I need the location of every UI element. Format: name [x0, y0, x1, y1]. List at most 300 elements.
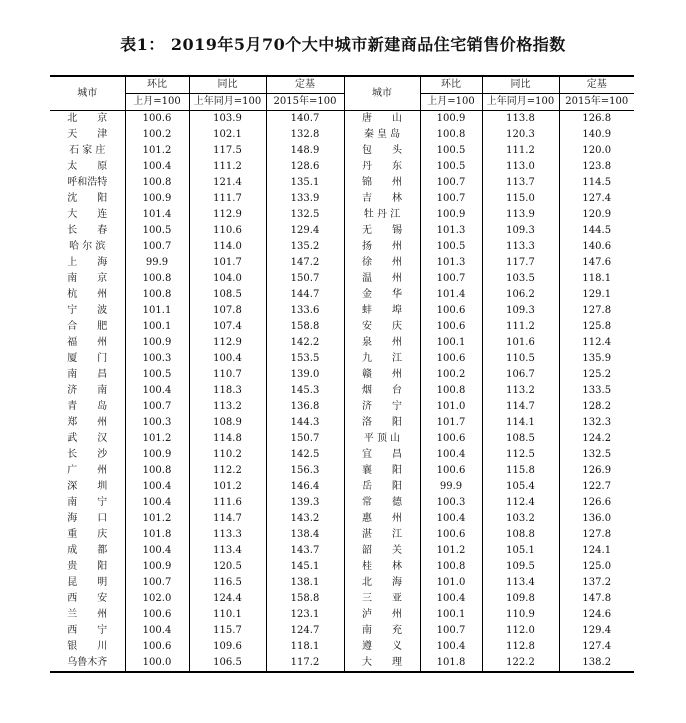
mom-value-left: 100.8	[125, 271, 189, 287]
mom-value-left: 100.3	[125, 415, 189, 431]
mom-value-right: 101.4	[420, 287, 482, 303]
mom-value-right: 100.6	[420, 527, 482, 543]
table-row	[50, 623, 634, 639]
mom-value-left: 100.9	[125, 559, 189, 575]
yoy-value-left: 113.2	[189, 399, 266, 415]
mom-value-left: 100.3	[125, 351, 189, 367]
base-value-left: 138.1	[266, 575, 344, 591]
mom-value-left: 101.2	[125, 511, 189, 527]
table-row	[50, 287, 634, 303]
base-value-right: 126.9	[582, 465, 612, 476]
table-row	[50, 383, 634, 399]
base-value-left: 150.7	[266, 271, 344, 287]
city-name-right: 襄 阳	[344, 463, 420, 479]
header-base-left: 定基	[266, 76, 344, 94]
mom-value-right: 100.9	[420, 207, 482, 223]
yoy-value-left: 113.3	[189, 527, 266, 543]
base-value-left: 143.2	[266, 511, 344, 527]
city-name-right: 三 亚	[344, 591, 420, 607]
yoy-value-left: 111.7	[189, 191, 266, 207]
mom-value-left: 101.2	[125, 431, 189, 447]
base-value-left: 135.2	[266, 239, 344, 255]
yoy-value-left: 112.9	[189, 335, 266, 351]
base-value-right: 126.6	[582, 497, 612, 508]
table-row	[50, 447, 634, 463]
city-name-right: 无 锡	[344, 223, 420, 239]
city-name-left: 深 圳	[50, 479, 125, 495]
base-value-right: 140.9	[582, 129, 612, 140]
city-name-right: 遵 义	[344, 639, 420, 655]
city-name-left: 太 原	[50, 159, 125, 175]
mom-value-left: 101.1	[125, 303, 189, 319]
table-row	[50, 559, 634, 575]
yoy-value-left: 115.7	[189, 623, 266, 639]
city-name-right: 济 宁	[344, 399, 420, 415]
city-name-right: 秦 皇 岛	[344, 127, 420, 143]
base-value-right: 138.2	[559, 655, 634, 672]
yoy-value-right: 110.5	[482, 351, 559, 367]
base-value-right: 124.6	[582, 609, 612, 620]
city-name-right: 徐 州	[344, 255, 420, 271]
yoy-value-right: 113.4	[482, 575, 559, 591]
header-row	[50, 76, 634, 94]
yoy-value-right: 112.5	[482, 447, 559, 463]
city-name-left: 重 庆	[50, 527, 125, 543]
city-name-right: 温 州	[344, 271, 420, 287]
yoy-value-left: 113.4	[189, 543, 266, 559]
yoy-value-left: 114.7	[189, 511, 266, 527]
table-row	[50, 591, 634, 607]
mom-value-right: 101.0	[420, 399, 482, 415]
city-name-left: 北 京	[50, 111, 125, 128]
yoy-value-right: 106.7	[482, 367, 559, 383]
city-name-right: 宜 昌	[344, 447, 420, 463]
mom-value-left: 102.0	[125, 591, 189, 607]
yoy-value-right: 111.2	[482, 143, 559, 159]
yoy-value-left: 101.2	[189, 479, 266, 495]
mom-value-left: 100.7	[125, 399, 189, 415]
base-value-right: 112.4	[582, 337, 612, 348]
table-row	[50, 207, 634, 223]
mom-value-right: 100.7	[420, 271, 482, 287]
table-row	[50, 543, 634, 559]
mom-value-right: 100.7	[420, 191, 482, 207]
mom-value-left: 100.5	[125, 223, 189, 239]
yoy-value-left: 116.5	[189, 575, 266, 591]
table-row	[50, 351, 634, 367]
mom-value-right: 100.8	[420, 559, 482, 575]
header-mom-left: 环比	[125, 76, 189, 94]
mom-value-right: 100.1	[420, 607, 482, 623]
base-value-left: 142.5	[266, 447, 344, 463]
table-row	[50, 527, 634, 543]
base-value-left: 145.1	[266, 559, 344, 575]
mom-value-left: 100.4	[125, 495, 189, 511]
yoy-value-right: 109.5	[482, 559, 559, 575]
table-body	[50, 111, 634, 673]
table-row	[50, 175, 634, 191]
table-row	[50, 239, 634, 255]
base-value-right: 124.2	[582, 433, 612, 444]
city-name-right: 南 充	[344, 623, 420, 639]
header-yoy-right: 同比	[482, 76, 559, 94]
mom-value-right: 100.4	[420, 447, 482, 463]
city-name-right: 牡 丹 江	[344, 207, 420, 223]
table-row	[50, 319, 634, 335]
table-row	[50, 335, 634, 351]
mom-value-left: 100.4	[125, 383, 189, 399]
table-row	[50, 367, 634, 383]
header-base-right: 定基	[559, 76, 634, 94]
base-value-left: 124.7	[266, 623, 344, 639]
mom-value-right: 100.9	[420, 111, 482, 128]
yoy-value-right: 101.6	[482, 335, 559, 351]
yoy-value-left: 101.7	[189, 255, 266, 271]
base-value-right: 126.8	[582, 113, 612, 124]
yoy-value-right: 114.7	[482, 399, 559, 415]
city-name-right: 唐 山	[344, 111, 420, 128]
yoy-value-right: 109.3	[482, 223, 559, 239]
table-row	[50, 159, 634, 175]
table-row	[50, 143, 634, 159]
mom-value-right: 101.7	[420, 415, 482, 431]
base-value-right: 123.8	[582, 161, 612, 172]
base-value-left: 118.1	[266, 639, 344, 655]
mom-value-left: 100.8	[125, 463, 189, 479]
city-name-right: 扬 州	[344, 239, 420, 255]
city-name-right: 洛 阳	[344, 415, 420, 431]
header-city-right: 城市	[344, 76, 420, 111]
base-value-right: 127.8	[582, 305, 612, 316]
yoy-value-left: 111.2	[189, 159, 266, 175]
base-value-left: 139.3	[266, 495, 344, 511]
base-value-right: 140.6	[582, 241, 612, 252]
mom-value-right: 100.3	[420, 495, 482, 511]
yoy-value-right: 113.9	[482, 207, 559, 223]
city-name-right: 岳 阳	[344, 479, 420, 495]
yoy-value-left: 107.8	[189, 303, 266, 319]
yoy-value-right: 109.8	[482, 591, 559, 607]
mom-value-left: 100.4	[125, 623, 189, 639]
yoy-value-right: 113.2	[482, 383, 559, 399]
yoy-value-left: 112.2	[189, 463, 266, 479]
mom-value-right: 100.4	[420, 639, 482, 655]
table-row	[50, 431, 634, 447]
yoy-value-right: 113.3	[482, 239, 559, 255]
mom-value-left: 100.8	[125, 287, 189, 303]
base-value-left: 128.6	[266, 159, 344, 175]
city-name-left: 大 连	[50, 207, 125, 223]
yoy-value-left: 110.7	[189, 367, 266, 383]
base-value-right: 129.1	[582, 289, 612, 300]
yoy-value-left: 112.9	[189, 207, 266, 223]
city-name-left: 呼和浩特	[50, 175, 125, 191]
city-name-left: 南 昌	[50, 367, 125, 383]
city-name-right: 金 华	[344, 287, 420, 303]
yoy-value-left: 100.4	[189, 351, 266, 367]
base-value-right: 124.1	[582, 545, 612, 556]
base-value-right: 132.3	[582, 417, 612, 428]
city-name-left: 成 都	[50, 543, 125, 559]
base-value-left: 147.2	[266, 255, 344, 271]
city-name-left: 天 津	[50, 127, 125, 143]
yoy-value-right: 103.2	[482, 511, 559, 527]
table-row	[50, 191, 634, 207]
base-value-left: 144.7	[266, 287, 344, 303]
mom-value-left: 101.4	[125, 207, 189, 223]
city-name-right: 九 江	[344, 351, 420, 367]
city-name-right: 大 理	[344, 655, 420, 672]
city-name-left: 长 沙	[50, 447, 125, 463]
base-value-right: 137.2	[582, 577, 612, 588]
yoy-value-right: 109.3	[482, 303, 559, 319]
city-name-left: 西 安	[50, 591, 125, 607]
city-name-left: 济 南	[50, 383, 125, 399]
city-name-right: 平 顶 山	[344, 431, 420, 447]
base-value-right: 129.4	[582, 625, 612, 636]
mom-value-right: 99.9	[420, 479, 482, 495]
table-row	[50, 655, 634, 672]
mom-value-left: 100.7	[125, 575, 189, 591]
mom-value-right: 100.6	[420, 431, 482, 447]
table-row	[50, 399, 634, 415]
city-name-left: 哈 尔 滨	[50, 239, 125, 255]
mom-value-left: 100.6	[125, 639, 189, 655]
city-name-left: 长 春	[50, 223, 125, 239]
mom-value-right: 100.6	[420, 351, 482, 367]
base-value-left: 150.7	[266, 431, 344, 447]
base-value-left: 133.6	[266, 303, 344, 319]
city-name-left: 厦 门	[50, 351, 125, 367]
base-value-right: 132.5	[582, 449, 612, 460]
city-name-left: 乌鲁木齐	[50, 655, 125, 672]
base-value-right: 136.0	[582, 513, 612, 524]
yoy-value-right: 117.7	[482, 255, 559, 271]
base-value-left: 117.2	[266, 655, 344, 672]
mom-value-left: 101.2	[125, 143, 189, 159]
base-value-left: 133.9	[266, 191, 344, 207]
table-row	[50, 271, 634, 287]
yoy-value-right: 120.3	[482, 127, 559, 143]
yoy-value-left: 108.5	[189, 287, 266, 303]
mom-value-left: 100.8	[125, 175, 189, 191]
base-value-left: 143.7	[266, 543, 344, 559]
yoy-value-left: 118.3	[189, 383, 266, 399]
mom-value-right: 100.5	[420, 143, 482, 159]
mom-value-left: 100.9	[125, 191, 189, 207]
table-row	[50, 511, 634, 527]
mom-value-left: 100.7	[125, 239, 189, 255]
city-name-left: 杭 州	[50, 287, 125, 303]
yoy-value-left: 104.0	[189, 271, 266, 287]
city-name-left: 兰 州	[50, 607, 125, 623]
city-name-right: 烟 台	[344, 383, 420, 399]
mom-value-right: 100.6	[420, 303, 482, 319]
yoy-value-left: 120.5	[189, 559, 266, 575]
mom-value-left: 100.4	[125, 543, 189, 559]
mom-value-right: 101.3	[420, 223, 482, 239]
yoy-value-right: 110.9	[482, 607, 559, 623]
base-value-right: 125.8	[582, 321, 612, 332]
yoy-value-left: 124.4	[189, 591, 266, 607]
base-value-right: 147.8	[582, 593, 612, 604]
mom-value-right: 100.7	[420, 175, 482, 191]
city-name-right: 丹 东	[344, 159, 420, 175]
subheader-base-right: 2015年=100	[559, 94, 634, 111]
yoy-value-right: 112.8	[482, 639, 559, 655]
yoy-value-right: 113.0	[482, 159, 559, 175]
yoy-value-right: 112.4	[482, 495, 559, 511]
mom-value-left: 100.6	[125, 111, 189, 128]
subheader-mom-left: 上月=100	[125, 94, 189, 111]
base-value-left: 123.1	[266, 607, 344, 623]
mom-value-right: 100.7	[420, 623, 482, 639]
city-name-left: 宁 波	[50, 303, 125, 319]
city-name-right: 吉 林	[344, 191, 420, 207]
yoy-value-left: 110.6	[189, 223, 266, 239]
base-value-left: 139.0	[266, 367, 344, 383]
base-value-right: 127.4	[582, 193, 612, 204]
mom-value-left: 100.9	[125, 447, 189, 463]
mom-value-right: 100.8	[420, 127, 482, 143]
base-value-right: 127.4	[582, 641, 612, 652]
mom-value-right: 100.5	[420, 239, 482, 255]
base-value-right: 120.9	[582, 209, 612, 220]
city-name-left: 沈 阳	[50, 191, 125, 207]
base-value-left: 132.5	[266, 207, 344, 223]
yoy-value-right: 115.8	[482, 463, 559, 479]
mom-value-left: 100.6	[125, 607, 189, 623]
mom-value-left: 101.8	[125, 527, 189, 543]
mom-value-left: 100.5	[125, 367, 189, 383]
yoy-value-left: 114.0	[189, 239, 266, 255]
table-row	[50, 479, 634, 495]
base-value-right: 135.9	[582, 353, 612, 364]
header-city-left: 城市	[50, 76, 125, 111]
base-value-left: 158.8	[266, 319, 344, 335]
base-value-right: 147.6	[582, 257, 612, 268]
yoy-value-left: 110.2	[189, 447, 266, 463]
city-name-right: 常 德	[344, 495, 420, 511]
city-name-left: 青 岛	[50, 399, 125, 415]
city-name-left: 贵 阳	[50, 559, 125, 575]
subheader-base-left: 2015年=100	[266, 94, 344, 111]
yoy-value-right: 108.5	[482, 431, 559, 447]
base-value-left: 148.9	[266, 143, 344, 159]
header-yoy-left: 同比	[189, 76, 266, 94]
yoy-value-right: 112.0	[482, 623, 559, 639]
yoy-value-left: 106.5	[189, 655, 266, 672]
yoy-value-left: 109.6	[189, 639, 266, 655]
yoy-value-right: 113.8	[482, 111, 559, 128]
base-value-left: 146.4	[266, 479, 344, 495]
base-value-right: 118.1	[582, 273, 612, 284]
city-name-right: 锦 州	[344, 175, 420, 191]
mom-value-right: 100.4	[420, 591, 482, 607]
base-value-right: 127.8	[582, 529, 612, 540]
city-name-right: 惠 州	[344, 511, 420, 527]
table-row	[50, 415, 634, 431]
mom-value-right: 100.6	[420, 319, 482, 335]
table-row	[50, 575, 634, 591]
base-value-left: 156.3	[266, 463, 344, 479]
table-row	[50, 607, 634, 623]
mom-value-right: 101.0	[420, 575, 482, 591]
mom-value-right: 101.2	[420, 543, 482, 559]
yoy-value-right: 108.8	[482, 527, 559, 543]
yoy-value-right: 111.2	[482, 319, 559, 335]
yoy-value-right: 113.7	[482, 175, 559, 191]
base-value-left: 138.4	[266, 527, 344, 543]
city-name-right: 北 海	[344, 575, 420, 591]
header-mom-right: 环比	[420, 76, 482, 94]
base-value-right: 128.2	[582, 401, 612, 412]
yoy-value-left: 121.4	[189, 175, 266, 191]
yoy-value-right: 115.0	[482, 191, 559, 207]
city-name-right: 包 头	[344, 143, 420, 159]
table-row	[50, 639, 634, 655]
city-name-right: 泸 州	[344, 607, 420, 623]
mom-value-left: 100.9	[125, 335, 189, 351]
city-name-right: 安 庆	[344, 319, 420, 335]
city-name-left: 石 家 庄	[50, 143, 125, 159]
city-name-right: 湛 江	[344, 527, 420, 543]
city-name-left: 海 口	[50, 511, 125, 527]
base-value-right: 114.5	[582, 177, 612, 188]
yoy-value-right: 105.1	[482, 543, 559, 559]
mom-value-left: 100.2	[125, 127, 189, 143]
city-name-right: 韶 关	[344, 543, 420, 559]
city-name-right: 赣 州	[344, 367, 420, 383]
mom-value-right: 100.2	[420, 367, 482, 383]
table-row	[50, 111, 634, 128]
base-value-left: 145.3	[266, 383, 344, 399]
city-name-left: 南 京	[50, 271, 125, 287]
subheader-yoy-right: 上年同月=100	[482, 94, 559, 111]
city-name-left: 南 宁	[50, 495, 125, 511]
yoy-value-right: 103.5	[482, 271, 559, 287]
base-value-left: 140.7	[266, 111, 344, 128]
table-row	[50, 223, 634, 239]
subheader-row	[50, 94, 634, 111]
mom-value-left: 100.4	[125, 159, 189, 175]
base-value-left: 129.4	[266, 223, 344, 239]
base-value-left: 158.8	[266, 591, 344, 607]
city-name-left: 福 州	[50, 335, 125, 351]
base-value-right: 125.0	[582, 561, 612, 572]
subheader-mom-right: 上月=100	[420, 94, 482, 111]
price-index-table	[50, 75, 634, 673]
mom-value-right: 100.5	[420, 159, 482, 175]
city-name-right: 泉 州	[344, 335, 420, 351]
base-value-left: 135.1	[266, 175, 344, 191]
yoy-value-right: 114.1	[482, 415, 559, 431]
city-name-left: 银 川	[50, 639, 125, 655]
mom-value-left: 100.4	[125, 479, 189, 495]
yoy-value-left: 117.5	[189, 143, 266, 159]
mom-value-left: 99.9	[125, 255, 189, 271]
city-name-left: 上 海	[50, 255, 125, 271]
base-value-right: 120.0	[582, 145, 612, 156]
base-value-right: 125.2	[582, 369, 612, 380]
base-value-right: 144.5	[582, 225, 612, 236]
city-name-left: 郑 州	[50, 415, 125, 431]
table-row	[50, 495, 634, 511]
yoy-value-right: 105.4	[482, 479, 559, 495]
base-value-right: 122.7	[582, 481, 612, 492]
mom-value-left: 100.0	[125, 655, 189, 672]
yoy-value-left: 107.4	[189, 319, 266, 335]
